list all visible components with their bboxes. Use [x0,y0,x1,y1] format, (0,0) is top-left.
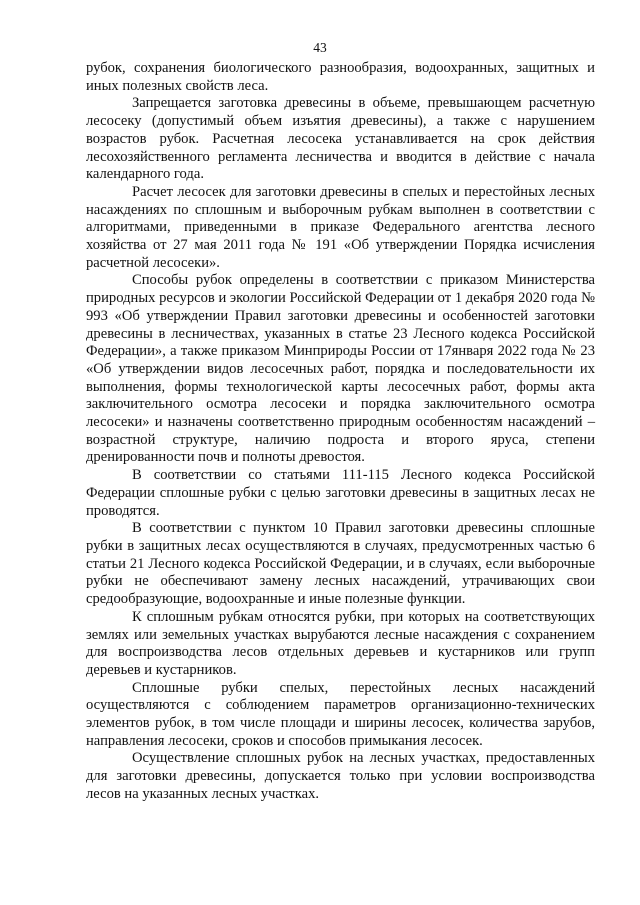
paragraph-felling-methods: Способы рубок определены в соответствии с приказом Министерства природных ресурсов и экологии Российской Федерации от 1 декабря 2020 года № 993 «Об утверждении Правил заготовки древесины и особенностей заготовки древесины в лесничествах, указанных в статье 23 Лесного кодекса Российской Федерации», а также приказом Минприроды России от 17января 2022 года № 23 «Об утверждении видов лесосечных работ, порядка и последовательности их выполнения, формы технологической карты лесосечных работ, формы акта заключительного осмотра лесосеки и порядка заключительного осмотра лесосеки» и назначены соответственно природным особенностям насаждений – возрастной структуре, наличию подроста и второго яруса, степени дренированности почв и полноты древостоя. [86,272,595,466]
paragraph-calculation: Расчет лесосек для заготовки древесины в спелых и перестойных лесных насаждениях по сплошным и выборочным рубкам выполнен в соответствии с алгоритмами, приведенными в приказе Федерального агентства лесного хозяйства от 27 мая 2011 года № 191 «Об утверждении Порядка исчисления расчетной лесосеки». [86,183,595,271]
document-body [86,60,595,804]
paragraph-continuation: рубок, сохранения биологического разнообразия, водоохранных, защитных и иных полезных свойств леса. [86,60,595,94]
page-number: 43 [313,40,327,55]
paragraph-harvest-limit: Запрещается заготовка древесины в объеме, превышающем расчетную лесосеку (допустимый объем изъятия древесины), а также с нарушением возрастов рубок. Расчетная лесосека устанавливается на срок действия лесохозяйственного регламента лесничества и вводится в действие с начала календарного года. [86,95,595,183]
paragraph-clear-cut-definition: К сплошным рубкам относятся рубки, при которых на соответствующих землях или земельных участках вырубаются лесные насаждения с сохранением для воспроизводства лесов отдельных деревьев и кустарников или групп деревьев и кустарников. [86,608,595,678]
paragraph-clear-cut-parameters: Сплошные рубки спелых, перестойных лесных насаждений осуществляются с соблюдением параметров организационно-технических элементов рубок, в том числе площади и ширины лесосек, количества зарубов, направления лесосеки, сроков и способов примыкания лесосек. [86,679,595,749]
paragraph-clear-cut-cases: В соответствии с пунктом 10 Правил заготовки древесины сплошные рубки в защитных лесах осуществляются в случаях, предусмотренных частью 6 статьи 21 Лесного кодекса Российской Федерации, и в случаях, если выборочные рубки не обеспечивают замену лесных насаждений, утрачивающих свои средообразующие, водоохранные и иные полезные функции. [86,520,595,608]
paragraph-protective-forests: В соответствии со статьями 111-115 Лесного кодекса Российской Федерации сплошные рубки с целью заготовки древесины в защитных лесах не проводятся. [86,467,595,519]
paragraph-reforestation-condition: Осуществление сплошных рубок на лесных участках, предоставленных для заготовки древесины, допускается только при условии воспроизводства лесов на указанных лесных участках. [86,750,595,802]
